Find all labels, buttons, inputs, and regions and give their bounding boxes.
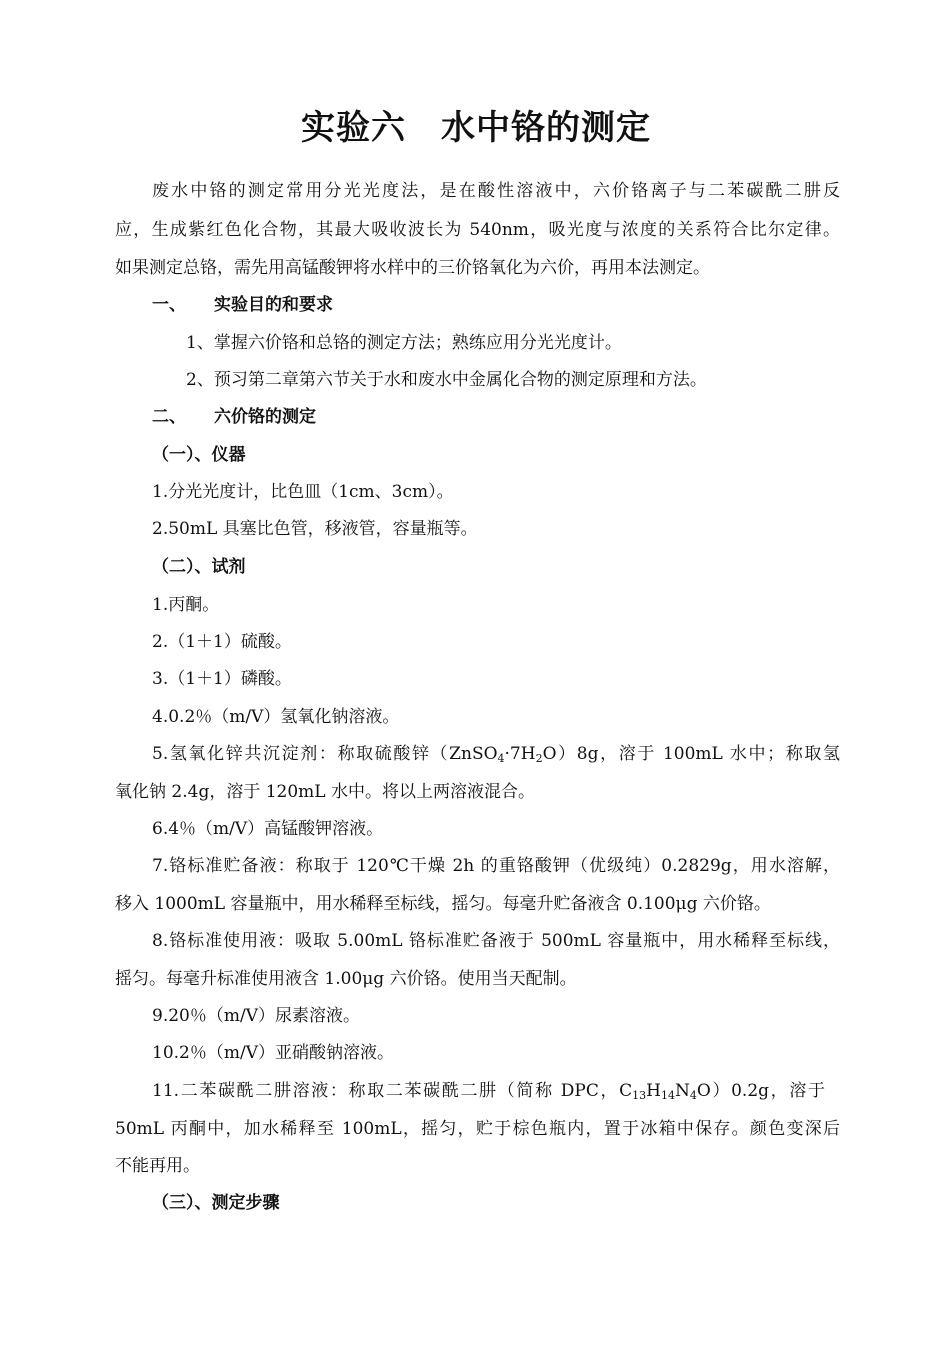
objective-item-1: 1、掌握六价铬和总铬的测定方法；熟练应用分光光度计。 xyxy=(186,333,622,353)
section-1-heading xyxy=(152,294,877,316)
objective-item-2: 2、预习第二章第六节关于水和废水中金属化合物的测定原理和方法。 xyxy=(186,370,707,390)
reagent-item-10: 10.2％（m/V）亚硝酸钠溶液。 xyxy=(152,1043,394,1063)
section-2-number: 二、 xyxy=(152,407,186,427)
intro-line-2: 应，生成紫红色化合物，其最大吸收波长为 540nm，吸光度与浓度的关系符合比尔定律。 xyxy=(115,220,840,240)
subsection-reagents-heading: （二）、试剂 xyxy=(152,557,246,577)
reagent-item-5-line-1: 5.氢氧化锌共沉淀剂：称取硫酸锌$(ZnSO_4\cdot 7H_2O)8g$，溶于 100mL 水中；称取氢 xyxy=(152,744,840,765)
reagent-item-7-line-2: 移入 1000mL 容量瓶中，用水稀释至标线，摇匀。每毫升贮备液含 0.100μg 六价铬。 xyxy=(115,894,771,914)
reagent-item-11-line-1: 11.二苯碳酰二肼溶液：称取二苯碳酰二肼（简称 DPC，$C_{13}H_{14}N_4O)0.2g$，溶于 xyxy=(152,1081,825,1102)
reagent-item-2: 2.（1＋1）硫酸。 xyxy=(152,632,292,652)
instrument-item-2: 2.50mL 具塞比色管，移液管，容量瓶等。 xyxy=(152,519,478,539)
reagent-item-9: 9.20％（m/V）尿素溶液。 xyxy=(152,1006,360,1026)
section-2-heading xyxy=(152,406,877,428)
reagent-item-11-line-3: 不能再用。 xyxy=(115,1156,200,1176)
reagent-item-6: 6.4％（m/V）高锰酸钾溶液。 xyxy=(152,819,384,839)
page-title: 实验六 水中铬的测定 xyxy=(301,108,651,148)
intro-line-3: 如果测定总铬，需先用高锰酸钾将水样中的三价铬氧化为六价，再用本法测定。 xyxy=(115,258,710,278)
section-1-title: 实验目的和要求 xyxy=(214,295,333,315)
reagent-item-3: 3.（1＋1）磷酸。 xyxy=(152,669,292,689)
section-2-title: 六价铬的测定 xyxy=(214,407,316,427)
subsection-instruments-heading: （一）、仪器 xyxy=(152,445,246,465)
reagent-item-1: 1.丙酮。 xyxy=(152,595,220,615)
subsection-procedure-heading: （三）、测定步骤 xyxy=(152,1193,280,1213)
intro-line-1: 废水中铬的测定常用分光光度法，是在酸性溶液中，六价铬离子与二苯碳酰二肼反 xyxy=(152,181,840,201)
reagent-item-11-line-2: 50mL 丙酮中，加水稀释至 100mL，摇匀，贮于棕色瓶内，置于冰箱中保存。颜色变深后 xyxy=(115,1119,840,1139)
reagent-item-4: 4.0.2％（m/V）氢氧化钠溶液。 xyxy=(152,707,400,727)
reagent-item-8-line-2: 摇匀。每毫升标准使用液含 1.00μg 六价铬。使用当天配制。 xyxy=(115,969,577,989)
reagent-item-7-line-1: 7.铬标准贮备液：称取于 120℃干燥 2h 的重铬酸钾（优级纯）0.2829g，用水溶解， xyxy=(152,856,840,876)
instrument-item-1: 1.分光光度计，比色皿（1cm、3cm）。 xyxy=(152,482,454,502)
section-1-number: 一、 xyxy=(152,295,186,315)
reagent-item-8-line-1: 8.铬标准使用液：吸取 5.00mL 铬标准贮备液于 500mL 容量瓶中，用水稀释至标线， xyxy=(152,931,840,951)
reagent-item-5-line-2: 氧化钠 2.4g，溶于 120mL 水中。将以上两溶液混合。 xyxy=(115,782,535,802)
